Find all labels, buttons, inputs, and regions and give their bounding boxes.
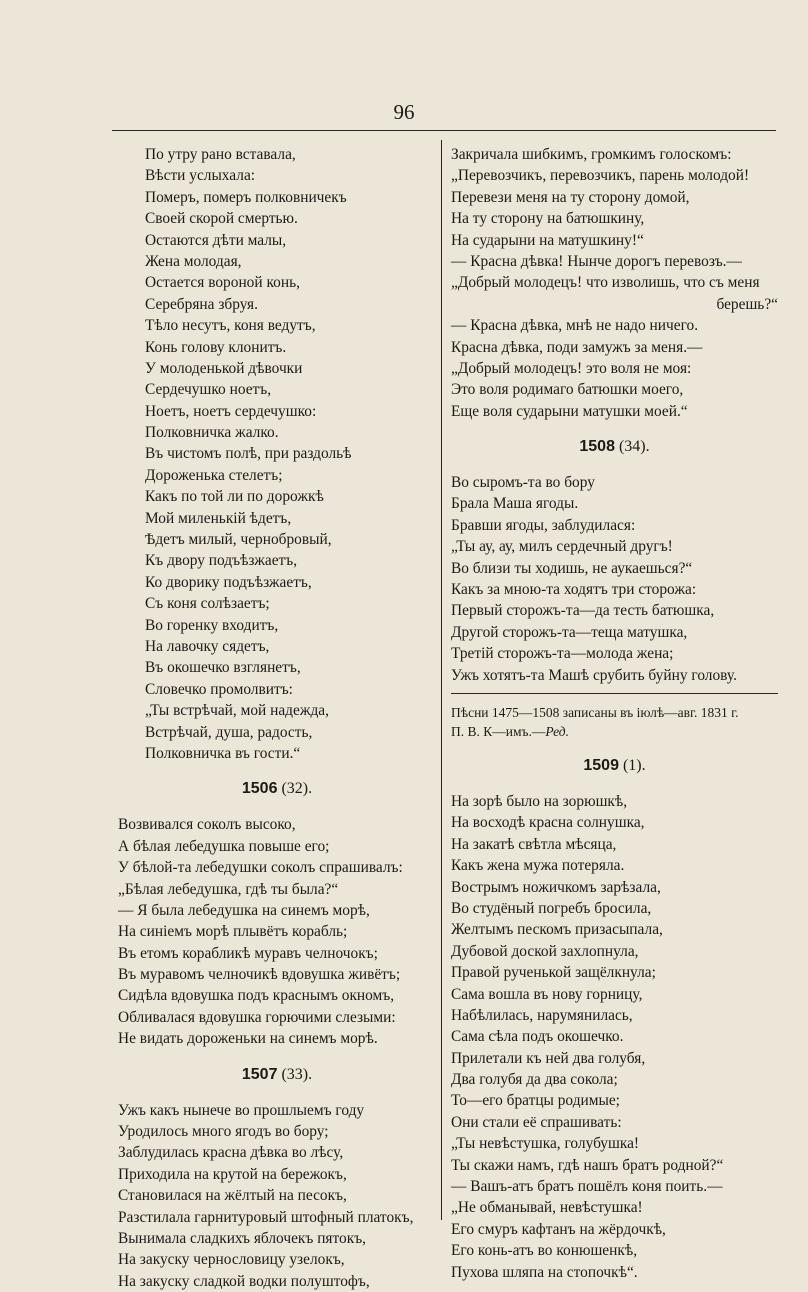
verse-line: „Не обманывай, невѣстушка! [451,1199,643,1217]
verse-line: Дубовой доской захлопнула, [451,942,639,960]
poem-1507 [118,1100,436,1292]
verse-line: Уродилось много ягодъ во бору; [118,1123,329,1141]
verse-line: Серебряна збруя. [145,295,258,313]
verse-line: Во сыромъ-та во бору [451,474,595,492]
verse-line: Во студёный погребъ бросила, [451,899,652,917]
verse-line: Какъ за мною-та ходятъ три сторожа: [451,581,697,599]
section-heading-1509 [451,755,778,777]
page-number: 96 [393,100,415,124]
verse-line: Къ двору подъѣзжаетъ, [145,552,298,570]
verse-line: У бѣлой-та лебедушки соколъ спрашивалъ: [118,859,403,877]
footnote-line: Пѣсни 1475—1508 записаны въ іюлѣ—авг. 1831 г. [451,704,739,720]
verse-line: „Перевозчикъ, перевозчикъ, парень молодой! [451,167,750,185]
verse-line: Тѣло несутъ, коня ведутъ, [145,317,316,335]
footnote-rule [451,693,778,694]
verse-line: Пухова шляпа на стопочкѣ“. [451,1263,638,1281]
poem-1506 [118,814,436,1049]
verse-line: Правой рученькой защёлкнула; [451,964,656,982]
verse-line: Своей скорой смертью. [145,210,298,228]
verse-line: — Красна дѣвка! Нынче дорогъ перевозъ.— [451,252,742,270]
verse-line: Въ чистомъ полѣ, при раздольѣ [145,445,352,463]
verse-line: „Ты ау, ау, милъ сердечный другъ! [451,538,673,556]
verse-line: Остаются дѣти малы, [145,231,287,249]
section-heading-1506 [118,778,436,800]
verse-line: Его смуръ кафтанъ на жёрдочкѣ, [451,1220,666,1238]
verse-line-overflow: берешь?“ [716,295,778,313]
verse-line: На закатѣ свѣтла мѣсяца, [451,835,617,853]
verse-line: Ужъ хотятъ-та Машѣ срубить буйну голову. [451,666,737,684]
section-paren: (34). [618,438,650,456]
verse-line: Конь голову клонитъ. [145,338,287,356]
section-number: 1508 [579,438,615,456]
verse-line: „Ты невѣстушка, голубушка! [451,1135,640,1153]
verse-line: Не видать дороженьки на синемъ морѣ. [118,1030,378,1048]
verse-line: На восходѣ красна солнушка, [451,814,645,832]
section-paren: (32). [281,780,313,798]
verse-line: Бравши ягоды, заблудилася: [451,516,636,534]
section-number: 1507 [241,1065,278,1083]
footnote-editor: Ред. [545,723,570,739]
verse-line: „Бѣлая лебедушка, гдѣ ты была?“ [118,880,339,898]
section-heading-1507 [118,1064,436,1086]
poem-1508 [451,472,778,686]
section-number: 1506 [241,780,278,798]
verse-line: Сердечушко ноетъ, [145,381,272,399]
verse-line: Прилетали къ ней два голубя, [451,1049,646,1067]
verse-line: Ужъ какъ нынече во прошлыемъ году [118,1101,365,1119]
verse-line: — Красна дѣвка, мнѣ не надо ничего. [451,317,699,335]
verse-line: — Я была лебедушка на синемъ морѣ, [118,901,370,919]
verse-line: Мой миленькій ѣдетъ, [145,509,292,527]
footnote [451,693,778,741]
verse-line: Въ муравомъ челночикѣ вдовушка живётъ; [118,966,401,984]
verse-line: Во близи ты ходишь, не аукаешься?“ [451,559,693,577]
verse-line: Становилася на жёлтый на песокъ, [118,1187,347,1205]
verse-line: Закричала шибкимъ, громкимъ голоскомъ: [451,146,732,163]
verse-line: Остается вороной конь, [145,274,300,292]
verse-line: Сидѣла вдовушка подъ краснымъ окномъ, [118,987,395,1005]
verse-line: На сударыни на матушкину!“ [451,231,644,249]
verse-line: Въ окошечко взглянетъ, [145,659,301,677]
footnote-author: П. В. К—имъ.— [451,723,546,739]
verse-line: Словечко промолвитъ: [145,680,293,698]
poem-1509 [451,791,778,1283]
verse-line: Жена молодая, [145,252,242,270]
verse-line: Вынимала сладкихъ яблочекъ пятокъ, [118,1229,367,1247]
section-number: 1509 [583,756,619,774]
section-paren: (1). [622,756,646,774]
verse-line: Полковничка въ гости.“ [145,744,301,762]
verse-line: Брала Маша ягоды. [451,495,579,513]
verse-line: Они стали её спрашивать: [451,1113,622,1131]
verse-line: Красна дѣвка, поди замужъ за меня.— [451,338,703,356]
verse-line: Ко дворику подъѣзжаетъ, [145,573,312,591]
verse-line: Встрѣчай, душа, радость, [145,723,313,741]
verse-line: Обливалася вдовушка горючими слезыми: [118,1008,396,1026]
verse-line: А бѣлая лебедушка повыше его; [118,837,330,855]
verse-line: „Добрый молодецъ! это воля не моя: [451,359,692,377]
verse-line: Первый сторожъ-та—да тесть батюшка, [451,602,715,620]
poem-continued [118,144,436,764]
verse-line: Это воля родимаго батюшки моего, [451,381,684,399]
verse-line: Желтымъ пескомъ призасыпала, [451,921,663,939]
verse-line: Сама вошла въ нову горницу, [451,985,643,1003]
verse-line: Съ коня солѣзаетъ; [145,595,270,613]
section-paren: (33). [281,1065,313,1083]
column-divider [441,140,442,1220]
verse-line: Еще воля сударыни матушки моей.“ [451,402,688,420]
verse-line: Полковничка жалко. [145,424,279,442]
verse-line: „Добрый молодецъ! что изволишь, что съ меня [451,274,760,292]
header-rule [112,130,776,131]
verse-line: То—его братцы родимые; [451,1092,620,1110]
verse-line: На ту сторону на батюшкину, [451,210,645,228]
verse-line: Приходила на крутой на бережокъ, [118,1165,347,1183]
verse-line: Вѣсти услыхала: [145,167,256,185]
left-column [118,144,436,1292]
verse-line: По утру рано вставала, [145,146,296,163]
verse-line: Вострымъ ножичкомъ зарѣзала, [451,878,661,896]
verse-line: Въ етомъ корабликѣ муравъ челночокъ; [118,944,378,962]
verse-line: Какъ жена мужа потеряла. [451,857,625,875]
verse-line: — Вашъ-атъ братъ пошёлъ коня поить.— [451,1178,723,1196]
verse-line: Третій сторожъ-та—молода жена; [451,645,674,663]
verse-line: Набѣлилась, нарумянилась, [451,1006,633,1024]
verse-line: Его конь-атъ во конюшенкѣ, [451,1242,638,1260]
verse-line: „Ты встрѣчай, мой надежда, [145,702,329,720]
footnote-line [451,722,778,741]
verse-line: На закуску сладкой водки полуштофъ, [118,1272,370,1290]
verse-line: У молоденькой дѣвочки [145,359,303,377]
verse-line: Ноетъ, ноетъ сердечушко: [145,402,317,420]
verse-line: Разстилала гарнитуровый штофный платокъ, [118,1208,414,1226]
verse-line: На зорѣ было на зорюшкѣ, [451,792,628,810]
verse-line: Два голубя да два сокола; [451,1071,618,1089]
verse-line: На синіемъ морѣ плывётъ корабль; [118,923,348,941]
section-heading-1508 [451,436,778,458]
verse-line: Другой сторожъ-та—теща матушка, [451,623,688,641]
verse-line: Заблудилась красна дѣвка во лѣсу, [118,1144,344,1162]
verse-line: Ѣдетъ милый, чернобровый, [145,531,332,549]
verse-line: На закуску чернословицу узелокъ, [118,1251,345,1269]
right-column [451,144,778,1283]
verse-line: Во горенку входитъ, [145,616,279,634]
verse-line: Дороженька стелетъ; [145,466,283,484]
verse-line: Перевези меня на ту сторону домой, [451,188,690,206]
verse-line: Сама сѣла подъ окошечко. [451,1028,624,1046]
verse-line: Какъ по той ли по дорожкѣ [145,488,324,506]
poem-1507-continued [451,144,778,422]
verse-line: На лавочку сядетъ, [145,637,270,655]
verse-line: Возвивался соколъ высоко, [118,816,296,834]
verse-line: Ты скажи намъ, гдѣ нашъ братъ родной?“ [451,1156,724,1174]
verse-line: Померъ, померъ полковничекъ [145,188,347,206]
